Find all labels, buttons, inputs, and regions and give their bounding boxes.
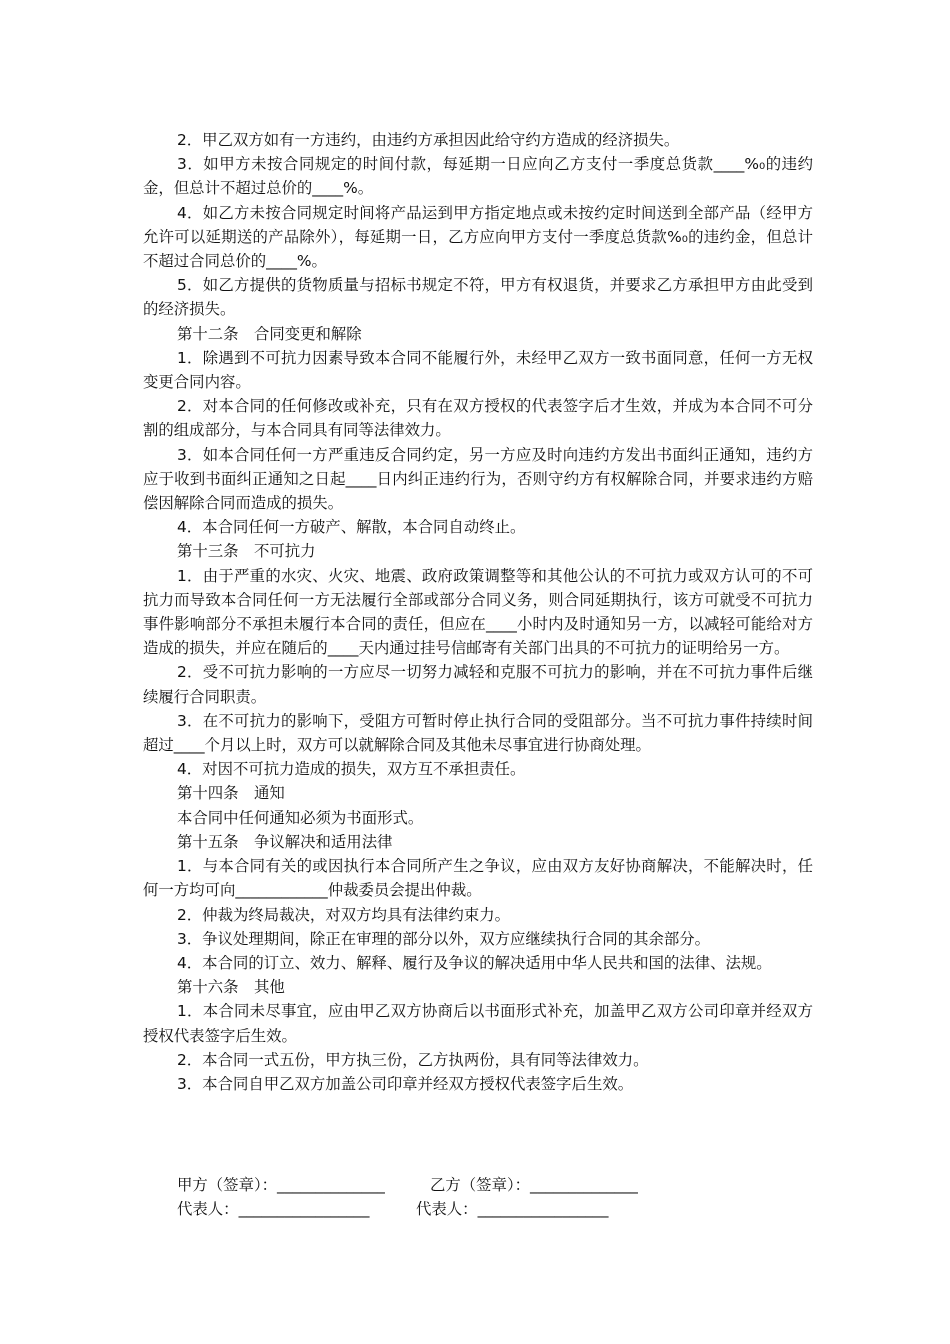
clause-paragraph: 3．如本合同任何一方严重违反合同约定，另一方应及时向违约方发出书面纠正通知，违约方应于收到书面纠正通知之日起____日内纠正违约行为，否则守约方有权解除合同，并要求违约方赔偿因解除合同而造成的损失。 (143, 445, 813, 513)
article-heading: 第十五条 争议解决和适用法律 (177, 832, 393, 851)
clause-paragraph: 2．甲乙双方如有一方违约，由违约方承担因此给守约方造成的经济损失。 (177, 131, 680, 149)
article-heading: 第十二条 合同变更和解除 (177, 324, 362, 343)
article-heading: 第十六条 其他 (177, 978, 285, 997)
clause-paragraph: 4．对因不可抗力造成的损失，双方互不承担责任。 (177, 760, 526, 779)
party-a-representative-line: 代表人：_________________ (177, 1200, 370, 1219)
clause-paragraph: 4．本合同的订立、效力、解释、履行及争议的解决适用中华人民共和国的法律、法规。 (177, 953, 772, 972)
clause-paragraph: 1．与本合同有关的或因执行本合同所产生之争议，应由双方友好协商解决，不能解决时，任何一方均可向____________仲裁委员会提出仲裁。 (143, 857, 813, 900)
clause-paragraph: 3．争议处理期间，除正在审理的部分以外，双方应继续执行合同的其余部分。 (177, 929, 711, 948)
contract-body (143, 128, 813, 1096)
clause-paragraph: 1．由于严重的水灾、火灾、地震、政府政策调整等和其他公认的不可抗力或双方认可的不可抗力而导致本合同任何一方无法履行全部或部分合同义务，则合同延期执行，该方可就受不可抗力事件影响部分不承担未履行本合同的责任，但应在____小时内及时通知另一方，以减轻可能给对方造成的损失，并应在随后的____天内通过挂号信邮寄有关部门出具的不可抗力的证明给另一方。 (143, 566, 813, 658)
clause-paragraph: 2．对本合同的任何修改或补充，只有在双方授权的代表签字后才生效，并成为本合同不可分割的组成部分，与本合同具有同等法律效力。 (143, 397, 813, 440)
clause-paragraph: 4．如乙方未按合同规定时间将产品运到甲方指定地点或未按约定时间送到全部产品（经甲方允许可以延期送的产品除外），每延期一日，乙方应向甲方支付一季度总货款%₀的违约金，但总计不超过合同总价的____%。 (143, 203, 813, 271)
clause-paragraph: 2．受不可抗力影响的一方应尽一切努力减轻和克服不可抗力的影响，并在不可抗力事件后继续履行合同职责。 (143, 663, 813, 706)
signature-block (177, 1173, 797, 1221)
seal-row (177, 1173, 797, 1197)
representative-row (177, 1197, 797, 1221)
article-heading: 第十三条 不可抗力 (177, 542, 316, 561)
clause-paragraph: 2．本合同一式五份，甲方执三份，乙方执两份，具有同等法律效力。 (177, 1050, 649, 1069)
clause-paragraph: 2．仲裁为终局裁决，对双方均具有法律约束力。 (177, 905, 510, 924)
clause-paragraph: 3．本合同自甲乙双方加盖公司印章并经双方授权代表签字后生效。 (177, 1074, 634, 1093)
clause-paragraph: 3．如甲方未按合同规定的时间付款，每延期一日应向乙方支付一季度总货款____%₀的违约金，但总计不超过总价的____%。 (143, 155, 813, 198)
party-b-seal-line: 乙方（签章）：______________ (430, 1176, 638, 1194)
clause-paragraph: 本合同中任何通知必须为书面形式。 (177, 808, 424, 827)
clause-paragraph: 1．本合同未尽事宜，应由甲乙双方协商后以书面形式补充，加盖甲乙双方公司印章并经双方授权代表签字后生效。 (143, 1002, 813, 1045)
party-b-representative-line: 代表人：_________________ (416, 1200, 609, 1219)
clause-paragraph: 1．除遇到不可抗力因素导致本合同不能履行外，未经甲乙双方一致书面同意，任何一方无权变更合同内容。 (143, 348, 813, 392)
article-heading: 第十四条 通知 (177, 784, 285, 803)
party-a-seal-line: 甲方（签章）：______________ (177, 1176, 385, 1194)
clause-paragraph: 4．本合同任何一方破产、解散，本合同自动终止。 (177, 518, 526, 537)
clause-paragraph: 3．在不可抗力的影响下，受阻方可暂时停止执行合同的受阻部分。当不可抗力事件持续时间超过____个月以上时，双方可以就解除合同及其他未尽事宜进行协商处理。 (143, 711, 813, 755)
clause-paragraph: 5．如乙方提供的货物质量与招标书规定不符，甲方有权退货，并要求乙方承担甲方由此受到的经济损失。 (143, 276, 813, 319)
